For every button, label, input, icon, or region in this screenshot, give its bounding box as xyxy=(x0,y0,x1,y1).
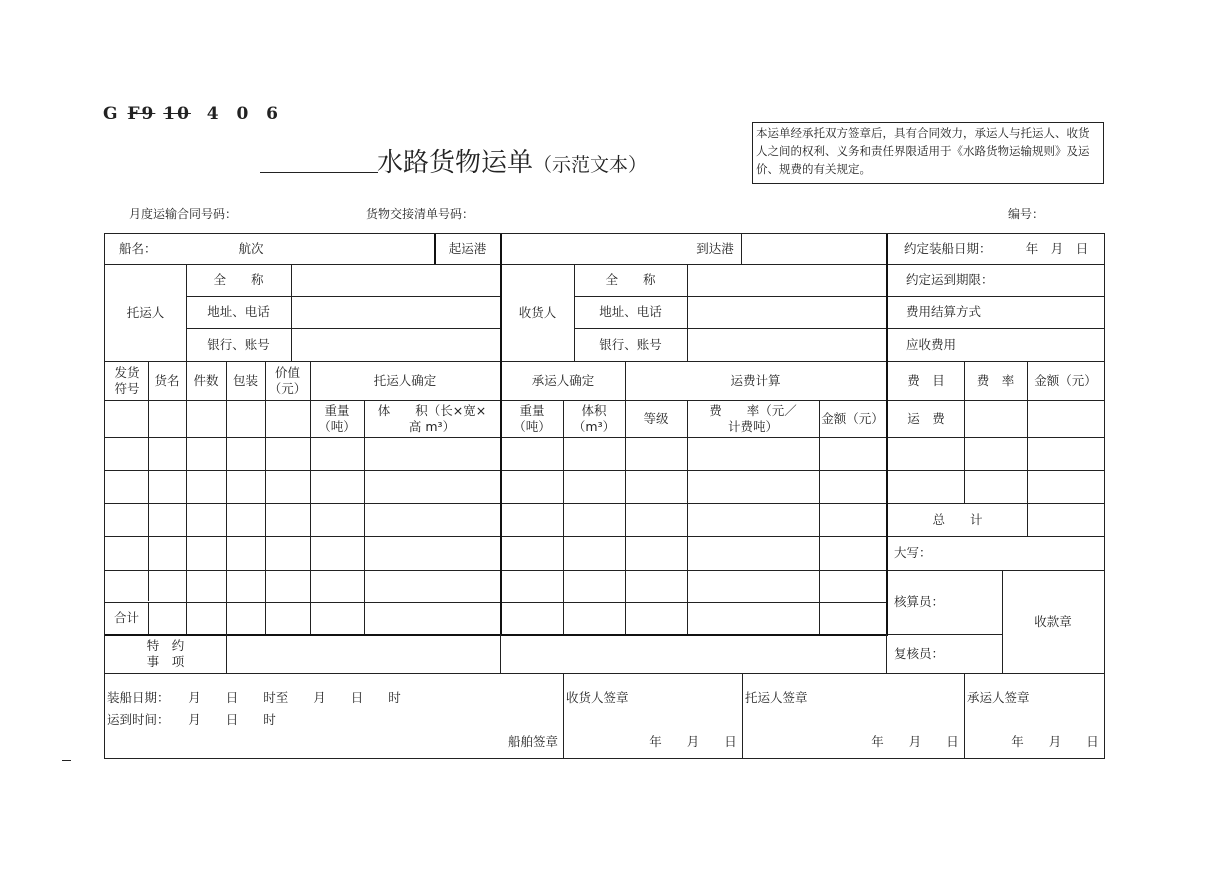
fee-total-label: 总 计 xyxy=(932,511,983,527)
grid-line xyxy=(148,602,149,634)
shipper-signature-label: 托运人签章 xyxy=(745,690,808,705)
margin-mark xyxy=(62,760,71,761)
page-title: 水路货物运单（示范文本） xyxy=(377,148,648,178)
destination-port-label: 到达港 xyxy=(696,241,734,256)
shipping-mark-header: 发货符号 xyxy=(114,364,140,396)
ship-name-label: 船名： xyxy=(119,241,157,256)
total-row-label: 合计 xyxy=(113,610,139,625)
shipper-address-label: 地址、电话 xyxy=(207,304,270,319)
grid-line xyxy=(687,264,688,361)
voyage-label: 航次 xyxy=(238,241,264,256)
grid-line xyxy=(964,673,965,759)
cargo-name-header: 货名 xyxy=(154,372,180,388)
grid-line xyxy=(105,470,1104,471)
freight-calc-header: 运费计算 xyxy=(730,372,781,388)
serial-number-label: 编号： xyxy=(1008,207,1045,221)
special-terms-field[interactable] xyxy=(227,634,500,673)
load-date-label: 约定装船日期： xyxy=(904,241,992,256)
arrival-time-line: 运到时间： 月 日 时 xyxy=(107,712,276,727)
shipper-weight-header: 重量（吨） xyxy=(318,402,356,434)
shipper-confirm-header: 托运人确定 xyxy=(373,372,437,388)
destination-port-field[interactable] xyxy=(742,234,886,264)
handover-list-number-label: 货物交接清单号码： xyxy=(366,207,475,221)
shipper-volume-header: 体 积（长×宽×高 m³） xyxy=(377,402,487,434)
consignee-bank-label: 银行、账号 xyxy=(599,336,662,352)
ship-signature-label: 船舶签章 xyxy=(507,734,558,749)
payment-stamp-label: 收款章 xyxy=(1034,613,1072,629)
consignee-full-name-label: 全 称 xyxy=(605,272,656,287)
grid-line xyxy=(105,437,1104,438)
grid-line xyxy=(105,673,1104,674)
grid-line xyxy=(226,361,227,634)
consignee-signature-label: 收货人签章 xyxy=(566,690,629,705)
carrier-weight-header: 重量（吨） xyxy=(513,402,551,434)
title-subtitle: （示范文本） xyxy=(533,154,648,176)
shipper-label: 托运人 xyxy=(126,304,165,320)
shipper-full-name-label: 全 称 xyxy=(213,272,264,287)
rate-header: 费 率（元／计费吨） xyxy=(709,402,797,434)
receivable-fees-label: 应收费用 xyxy=(906,336,957,352)
waybill-form xyxy=(104,233,1105,759)
special-terms-label: 特 约 事 项 xyxy=(146,637,185,669)
grid-line xyxy=(886,634,887,673)
accountant-label: 核算员： xyxy=(894,594,945,609)
contract-number-label: 月度运输合同号码： xyxy=(129,207,238,221)
settlement-method-label: 费用结算方式 xyxy=(906,304,982,319)
delivery-deadline-label: 约定运到期限： xyxy=(906,272,994,287)
grid-line xyxy=(291,264,292,361)
load-date-time-line: 装船日期： 月 日 时至 月 日 时 xyxy=(107,690,401,705)
value-header: 价值（元） xyxy=(268,364,307,396)
amount-in-words-label: 大写： xyxy=(894,545,932,560)
consignee-address-label: 地址、电话 xyxy=(599,304,662,319)
grid-line xyxy=(105,602,887,603)
packing-header: 包装 xyxy=(232,372,258,388)
fee-rate-header: 费 率 xyxy=(976,372,1015,388)
consignee-sign-date: 年 月 日 xyxy=(649,734,737,749)
carrier-sign-date: 年 月 日 xyxy=(1011,734,1099,749)
load-date-ymd: 年 月 日 xyxy=(1025,241,1089,256)
grid-line xyxy=(500,634,501,673)
title-blank-line xyxy=(260,172,378,173)
standard-code: G F9 10 4 0 6 xyxy=(103,104,280,124)
consignee-label: 收货人 xyxy=(518,304,557,320)
reviewer-label: 复核员： xyxy=(894,645,945,661)
grid-line xyxy=(186,361,187,634)
shipper-sign-date: 年 月 日 xyxy=(871,734,959,749)
carrier-signature-label: 承运人签章 xyxy=(967,690,1030,705)
fee-amount-header: 金额（元） xyxy=(1034,372,1097,388)
grid-line xyxy=(742,673,743,759)
origin-port-label: 起运港 xyxy=(448,241,487,256)
shipper-bank-label: 银行、账号 xyxy=(207,336,270,352)
grid-line xyxy=(105,570,887,571)
freight-fee-label: 运 费 xyxy=(907,410,945,426)
grid-line xyxy=(265,361,266,634)
grid-line xyxy=(563,673,564,759)
amount-header: 金额（元） xyxy=(821,410,884,426)
fee-item-header: 费 目 xyxy=(907,372,945,388)
carrier-volume-header: 体积（m³） xyxy=(572,402,616,434)
carrier-confirm-header: 承运人确定 xyxy=(531,372,595,388)
grade-header: 等级 xyxy=(643,410,669,426)
piece-count-header: 件数 xyxy=(193,372,219,388)
grid-line xyxy=(105,536,887,537)
legal-notice-box: 本运单经承托双方签章后，具有合同效力，承运人与托运人、收货人之间的权利、义务和责任界限适用于《水路货物运输规则》及运价、规费的有关规定。 xyxy=(752,122,1104,184)
